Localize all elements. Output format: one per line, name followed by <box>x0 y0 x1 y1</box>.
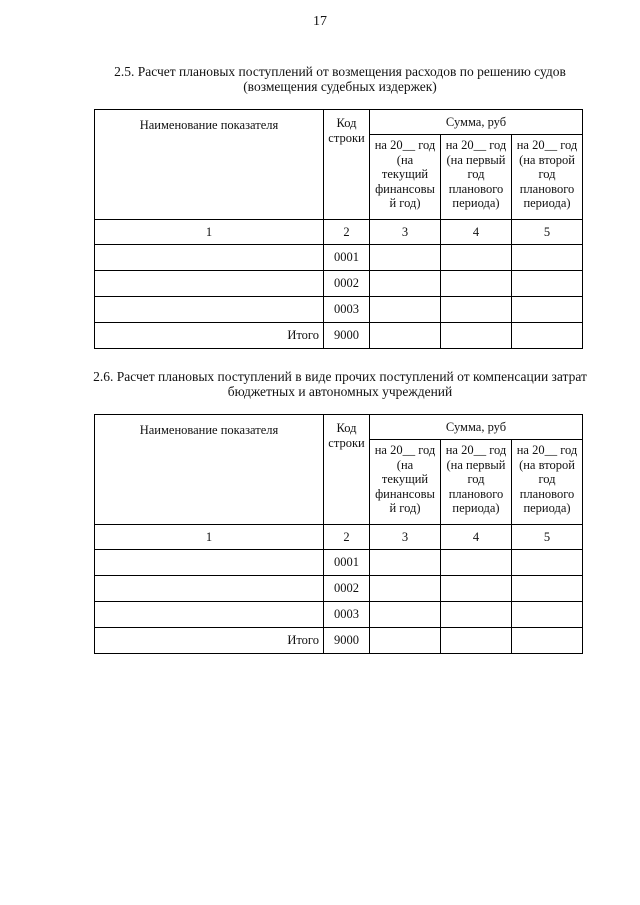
header-text-line: текущий <box>381 167 429 182</box>
total-label: Итого <box>95 323 324 349</box>
row-code-cell: 0002 <box>324 576 370 602</box>
table-row <box>95 576 583 602</box>
column-number: 2 <box>324 525 370 550</box>
row-code-cell: 0001 <box>324 550 370 576</box>
header-text-line: планового <box>448 181 504 196</box>
total-amount-cell[interactable] <box>441 628 512 654</box>
header-text-line: строки <box>328 131 365 145</box>
header-text-line: периода) <box>523 501 571 516</box>
indicator-name-cell[interactable] <box>95 576 324 602</box>
total-amount-cell[interactable] <box>370 628 441 654</box>
amount-cell[interactable] <box>370 245 441 271</box>
table-row <box>95 245 583 271</box>
header-text-line: на 20__ год <box>516 138 578 152</box>
total-label: Итого <box>95 628 324 654</box>
indicator-name-cell[interactable] <box>95 271 324 297</box>
header-text-line: Код <box>336 116 357 130</box>
header-text-line: периода) <box>452 196 500 211</box>
header-text-line: планового <box>519 486 575 501</box>
header-text-line: периода) <box>523 196 571 211</box>
header-period-current-year <box>370 440 441 525</box>
header-indicator-name: Наименование показателя <box>95 110 324 220</box>
header-period-first-plan-year <box>441 440 512 525</box>
column-number: 5 <box>512 525 583 550</box>
header-text-line: год <box>538 472 556 487</box>
total-amount-cell[interactable] <box>441 323 512 349</box>
amount-cell[interactable] <box>441 297 512 323</box>
column-number: 3 <box>370 525 441 550</box>
column-number: 5 <box>512 220 583 245</box>
table-row <box>95 602 583 628</box>
header-text-line: (на второй <box>519 152 575 167</box>
total-row <box>95 323 583 349</box>
indicator-name-cell[interactable] <box>95 245 324 271</box>
header-text-line: на 20__ год <box>374 443 436 457</box>
section-title-2-5 <box>60 64 620 94</box>
section-title-line: 2.5. Расчет плановых поступлений от возмещения расходов по решению судов <box>114 64 566 79</box>
header-period-first-plan-year <box>441 135 512 220</box>
table-row <box>95 550 583 576</box>
header-text-line: (на <box>396 457 414 472</box>
section-title-line: 2.6. Расчет плановых поступлений в виде прочих поступлений от компенсации затрат <box>93 369 587 384</box>
column-number: 4 <box>441 525 512 550</box>
section-title-line: (возмещения судебных издержек) <box>243 79 437 94</box>
total-amount-cell[interactable] <box>512 323 583 349</box>
table-row <box>95 297 583 323</box>
indicator-name-cell[interactable] <box>95 602 324 628</box>
total-code-cell: 9000 <box>324 628 370 654</box>
header-text-line: на 20__ год <box>445 443 507 457</box>
amount-cell[interactable] <box>370 297 441 323</box>
row-code-cell: 0001 <box>324 245 370 271</box>
indicator-name-cell[interactable] <box>95 550 324 576</box>
column-number: 1 <box>95 525 324 550</box>
header-text-line: на 20__ год <box>374 138 436 152</box>
column-number-row <box>95 525 583 550</box>
amount-cell[interactable] <box>512 271 583 297</box>
total-code-cell: 9000 <box>324 323 370 349</box>
header-text-line: год <box>467 472 485 487</box>
indicator-name-cell[interactable] <box>95 297 324 323</box>
amount-cell[interactable] <box>512 550 583 576</box>
header-row-code <box>324 110 370 220</box>
header-text-line: (на первый <box>446 152 506 167</box>
column-number: 3 <box>370 220 441 245</box>
amount-cell[interactable] <box>370 576 441 602</box>
header-period-second-plan-year <box>512 135 583 220</box>
header-text-line: периода) <box>452 501 500 516</box>
total-amount-cell[interactable] <box>512 628 583 654</box>
header-text-line: й год) <box>389 196 421 211</box>
amount-cell[interactable] <box>441 271 512 297</box>
calculation-table-2-6 <box>94 414 583 654</box>
amount-cell[interactable] <box>370 271 441 297</box>
amount-cell[interactable] <box>441 245 512 271</box>
page-number: 17 <box>313 14 327 29</box>
amount-cell[interactable] <box>370 602 441 628</box>
header-text-line: (на первый <box>446 457 506 472</box>
header-row-code <box>324 415 370 525</box>
header-text-line: Код <box>336 421 357 435</box>
header-period-second-plan-year <box>512 440 583 525</box>
header-text-line: текущий <box>381 472 429 487</box>
header-amount: Сумма, руб <box>370 110 583 135</box>
row-code-cell: 0003 <box>324 602 370 628</box>
table-row <box>95 271 583 297</box>
amount-cell[interactable] <box>370 550 441 576</box>
section-title-line: бюджетных и автономных учреждений <box>227 384 453 399</box>
section-title-2-6 <box>60 369 620 399</box>
amount-cell[interactable] <box>441 550 512 576</box>
header-text-line: год <box>538 167 556 182</box>
header-text-line: на 20__ год <box>445 138 507 152</box>
column-number: 4 <box>441 220 512 245</box>
calculation-table-2-5 <box>94 109 583 349</box>
header-text-line: финансовы <box>375 486 435 501</box>
amount-cell[interactable] <box>441 602 512 628</box>
header-text-line: (на второй <box>519 457 575 472</box>
header-amount: Сумма, руб <box>370 415 583 440</box>
amount-cell[interactable] <box>512 576 583 602</box>
amount-cell[interactable] <box>512 602 583 628</box>
header-text-line: планового <box>519 181 575 196</box>
header-text-line: строки <box>328 436 365 450</box>
amount-cell[interactable] <box>441 576 512 602</box>
column-number: 2 <box>324 220 370 245</box>
row-code-cell: 0002 <box>324 271 370 297</box>
header-indicator-name: Наименование показателя <box>95 415 324 525</box>
row-code-cell: 0003 <box>324 297 370 323</box>
total-row <box>95 628 583 654</box>
header-text-line: (на <box>396 152 414 167</box>
header-text-line: финансовы <box>375 181 435 196</box>
total-amount-cell[interactable] <box>370 323 441 349</box>
header-period-current-year <box>370 135 441 220</box>
header-text-line: планового <box>448 486 504 501</box>
header-text-line: год <box>467 167 485 182</box>
amount-cell[interactable] <box>512 245 583 271</box>
amount-cell[interactable] <box>512 297 583 323</box>
header-text-line: на 20__ год <box>516 443 578 457</box>
column-number-row <box>95 220 583 245</box>
header-text-line: й год) <box>389 501 421 516</box>
column-number: 1 <box>95 220 324 245</box>
